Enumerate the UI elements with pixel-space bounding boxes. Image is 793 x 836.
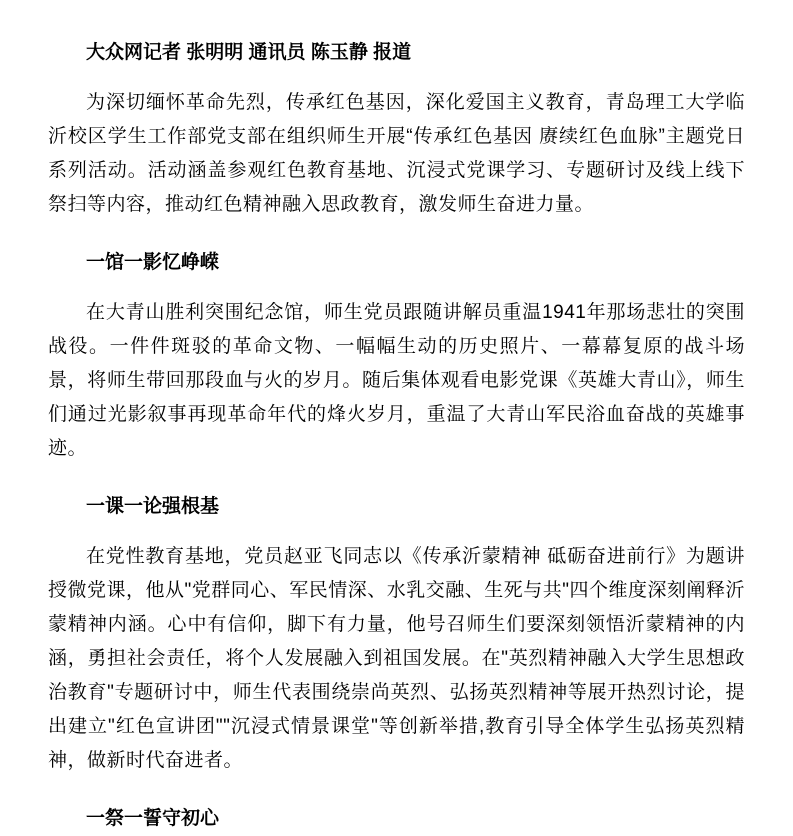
section-heading-memorial: 一馆一影忆峥嵘 (86, 252, 220, 273)
byline: 大众网记者 张明明 通讯员 陈玉静 报道 (86, 42, 412, 63)
paragraph-lecture: 在党性教育基地，党员赵亚飞同志以《传承沂蒙精神 砥砺奋进前行》为题讲授微党课，他从"党群同心、军民情深、水乳交融、生死与共"四个维度深刻阐释沂蒙精神内涵。心中有信仰，脚下有力量，他号召师生们要深刻领悟沂蒙精神的内涵，勇担社会责任，将个人发展融入到祖国发展。在"英烈精神融入大学生思想政治教育"专题研讨中，师生代表围绕崇尚英烈、弘扬英烈精神等展开热烈讨论，提出建立"红色宣讲团""沉浸式情景课堂"等创新举措,教育引导全体学生弘扬英烈精神，做新时代奋进者。 (48, 546, 745, 771)
section-heading-oath: 一祭一誓守初心 (86, 808, 220, 829)
paragraph-intro: 为深切缅怀革命先烈，传承红色基因，深化爱国主义教育，青岛理工大学临沂校区学生工作部党支部在组织师生开展“传承红色基因 赓续红色血脉”主题党日系列活动。活动涵盖参观红色教育基地、沉浸式党课学习、专题研讨及线上线下祭扫等内容，推动红色精神融入思政教育，激发师生奋进力量。 (48, 92, 745, 215)
paragraph-memorial: 在大青山胜利突围纪念馆，师生党员跟随讲解员重温1941年那场悲壮的突围战役。一件件斑驳的革命文物、一幅幅生动的历史照片、一幕幕复原的战斗场景，将师生带回那段血与火的岁月。随后集体观看电影党课《英雄大青山》，师生们通过光影叙事再现革命年代的烽火岁月，重温了大青山军民浴血奋战的英雄事迹。 (48, 302, 745, 459)
section-heading-lecture: 一课一论强根基 (86, 496, 220, 517)
